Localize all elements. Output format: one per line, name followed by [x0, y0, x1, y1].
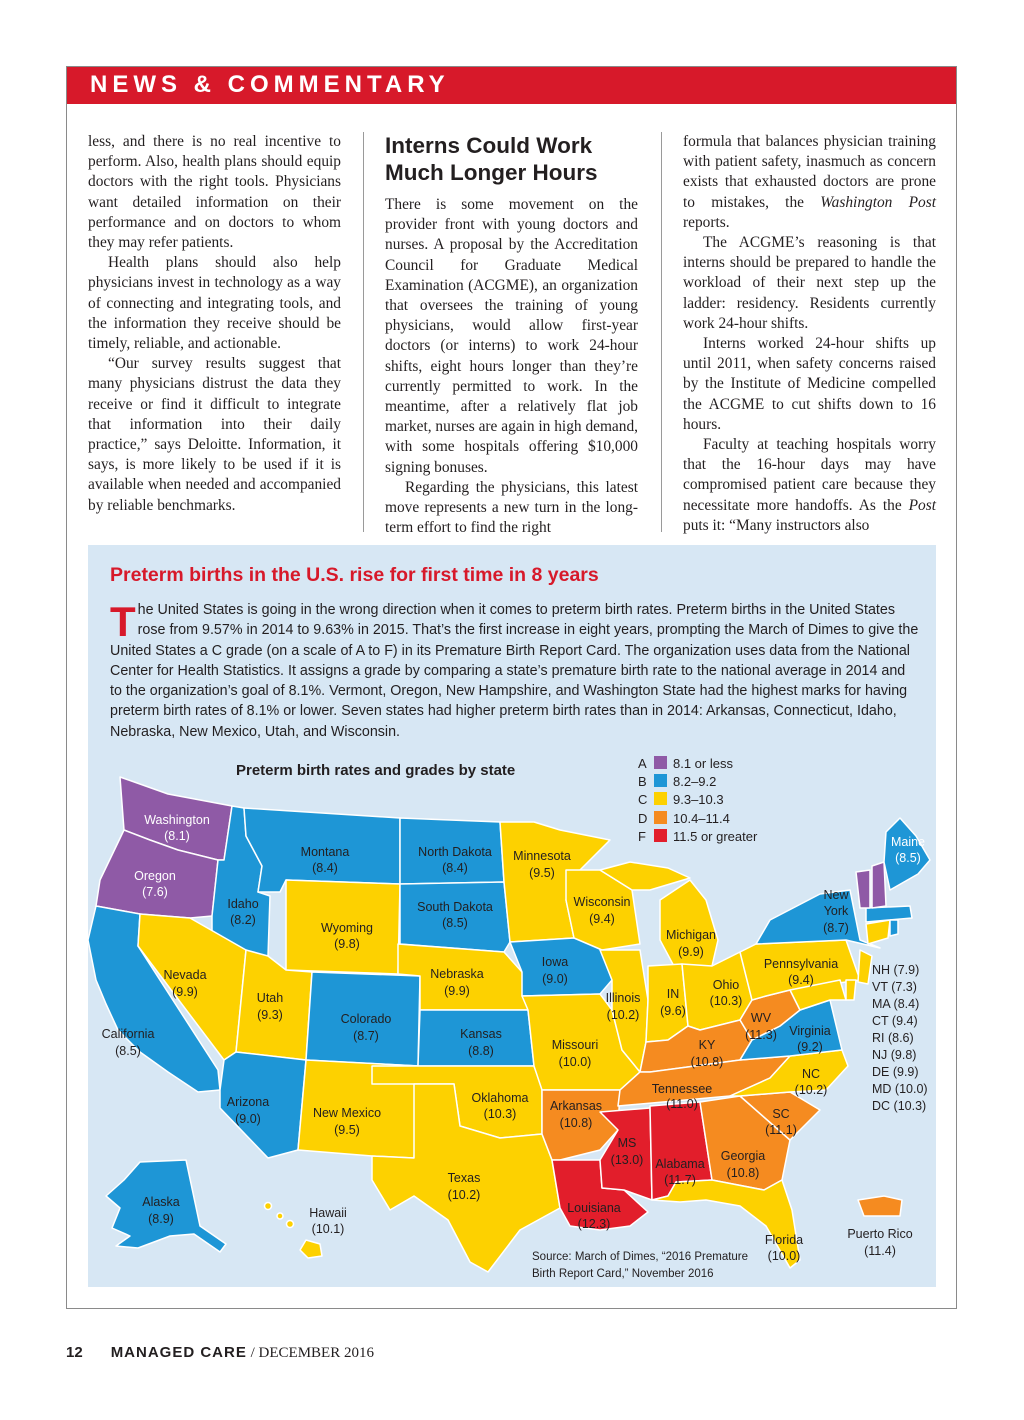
svg-text:Alabama: Alabama [655, 1157, 705, 1171]
svg-text:Idaho: Idaho [227, 897, 259, 911]
svg-text:(13.0): (13.0) [610, 1153, 644, 1167]
legend-range: 8.1 or less [673, 756, 733, 771]
svg-text:Utah: Utah [256, 991, 284, 1005]
svg-text:(10.3): (10.3) [483, 1107, 517, 1121]
col3-paragraph: The ACGME’s reasoning is that interns should be prepared to handle the workload of their next step up the ladder: residency. Residents currently work 24-hour shifts. [683, 234, 936, 332]
legend-grade: D [638, 811, 648, 826]
svg-text:(10.2): (10.2) [794, 1083, 828, 1097]
small-state: MA (8.4) [872, 997, 920, 1011]
col2-paragraph: There is some movement on the provider front with young doctors and nurses. A proposal by the Accreditation Council for Graduate Medical Examination (ACGME), an organization that oversees the training of young physicians, would allow first-year doctors (or interns) to work 24-hour shifts, eight hours longer than they’re currently permitted to work. In the meantime, after a relatively flat job market, nurses are again in high demand, with some hospitals offering $10,000 signing bonuses. [385, 196, 639, 476]
publication-name: Post [908, 496, 936, 514]
svg-text:(9.2): (9.2) [797, 1040, 823, 1054]
svg-text:(12.3): (12.3) [577, 1217, 611, 1231]
col1-paragraph: Health plans should also help physicians invest in technology as a way of connecting and integrating tools, and the information they receive should be timely, reliable, and actionable. [88, 254, 341, 353]
svg-text:(8.5): (8.5) [442, 916, 468, 930]
svg-text:North Dakota: North Dakota [418, 845, 492, 859]
svg-text:(10.2): (10.2) [606, 1008, 640, 1022]
map-title: Preterm birth rates and grades by state [236, 762, 516, 779]
svg-text:(10.1): (10.1) [311, 1222, 345, 1236]
state-label [823, 888, 849, 935]
publication-name: Washington Post [820, 193, 936, 211]
svg-text:(10.8): (10.8) [726, 1166, 760, 1180]
svg-text:Missouri: Missouri [551, 1038, 599, 1052]
infographic-body: The United States is going in the wrong direction when it comes to preterm birth rates. Preterm births in the United States rose from 9.57% in 2014 to 9.63% in 2015. That’s the first increase in eight years, prompting the March of Dimes to give the United States a C grade (on a scale of A to F) in its Premature Birth Report Card. The organization uses data from the National Center for Health Statistics. It assigns a grade by comparing a state’s premature birth rate to the national average in 2014 and to the organization’s goal of 8.1%. Vermont, Oregon, New Hampshire, and Washington State had the highest marks for having preterm birth rates of 8.1% or lower. Seven states had higher preterm birth rates than in 2014: Arkansas, Connecticut, Idaho, Nebraska, New Mexico, Utah, and Wisconsin. [110, 598, 919, 740]
small-state: DC (10.3) [872, 1099, 927, 1113]
svg-text:Nevada: Nevada [163, 968, 207, 982]
svg-text:(9.0): (9.0) [542, 972, 568, 986]
drop-cap: T [110, 598, 136, 645]
legend-grade: B [638, 774, 647, 789]
svg-text:(11.7): (11.7) [664, 1173, 696, 1187]
small-state: VT (7.3) [872, 980, 917, 994]
legend-grade: C [638, 792, 648, 807]
svg-text:New: New [823, 888, 849, 902]
svg-text:(9.3): (9.3) [257, 1008, 283, 1022]
svg-text:Tennessee: Tennessee [651, 1082, 713, 1096]
svg-text:Texas: Texas [447, 1171, 481, 1185]
legend-swatch [654, 829, 667, 842]
svg-text:(10.8): (10.8) [690, 1055, 724, 1069]
col3-paragraph: Interns worked 24-hour shifts up until 2011, when safety concerns raised by the Institute of Medicine compelled the ACGME to cut shifts down to 16 hours. [683, 335, 936, 433]
svg-text:(9.6): (9.6) [660, 1004, 686, 1018]
svg-text:Virginia: Virginia [789, 1024, 831, 1038]
state-hawaii [277, 1213, 283, 1219]
state-vermont [856, 870, 870, 908]
small-state: CT (9.4) [872, 1014, 918, 1028]
legend-swatch [654, 774, 667, 787]
svg-text:Hawaii: Hawaii [309, 1206, 347, 1220]
svg-text:Colorado: Colorado [340, 1012, 392, 1026]
svg-text:SC: SC [772, 1107, 790, 1121]
state-new-hampshire [872, 862, 886, 908]
svg-text:(10.0): (10.0) [558, 1055, 592, 1069]
svg-text:Montana: Montana [300, 845, 350, 859]
state-hawaii [265, 1203, 272, 1210]
small-states-list [872, 963, 928, 1113]
small-state: RI (8.6) [872, 1031, 914, 1045]
svg-text:(8.4): (8.4) [312, 861, 338, 875]
legend-range: 11.5 or greater [673, 829, 758, 844]
svg-text:(11.1): (11.1) [765, 1123, 797, 1137]
svg-text:(10.8): (10.8) [559, 1116, 593, 1130]
svg-text:Nebraska: Nebraska [430, 967, 484, 981]
svg-text:(8.4): (8.4) [442, 861, 468, 875]
map-source: Birth Report Card,” November 2016 [532, 1268, 714, 1280]
svg-text:(10.2): (10.2) [447, 1188, 481, 1202]
svg-text:(9.4): (9.4) [788, 973, 814, 987]
svg-text:IN: IN [666, 987, 680, 1001]
svg-text:(9.9): (9.9) [444, 984, 470, 998]
svg-text:Alaska: Alaska [142, 1195, 180, 1209]
svg-text:New Mexico: New Mexico [312, 1106, 382, 1120]
svg-text:WV: WV [750, 1011, 772, 1025]
col2-paragraph: Regarding the physicians, this latest move represents a new turn in the long-term effort to find the right [385, 478, 638, 537]
small-state: NJ (9.8) [872, 1048, 917, 1062]
svg-text:Puerto Rico: Puerto Rico [847, 1227, 913, 1241]
svg-text:Wyoming: Wyoming [321, 921, 373, 935]
legend-range: 8.2–9.2 [673, 774, 717, 789]
state-label [847, 1227, 912, 1258]
svg-text:Arkansas: Arkansas [549, 1099, 603, 1113]
state-rhode-island [890, 920, 898, 936]
svg-text:Georgia: Georgia [720, 1149, 766, 1163]
svg-text:(9.5): (9.5) [529, 866, 555, 880]
svg-text:(9.9): (9.9) [678, 945, 704, 959]
svg-text:Kansas: Kansas [460, 1027, 502, 1041]
svg-text:(8.8): (8.8) [468, 1044, 494, 1058]
state-label [309, 1206, 347, 1236]
legend-range: 9.3–10.3 [673, 792, 724, 807]
svg-text:(8.7): (8.7) [823, 921, 849, 935]
svg-text:NC: NC [801, 1067, 821, 1081]
svg-text:(9.0): (9.0) [235, 1112, 261, 1126]
legend-swatch [654, 792, 667, 805]
legend [638, 756, 758, 844]
svg-text:(8.9): (8.9) [148, 1212, 174, 1226]
page-footer [66, 1344, 374, 1362]
svg-text:(11.4): (11.4) [864, 1244, 896, 1258]
issue-date: / DECEMBER 2016 [246, 1345, 374, 1361]
svg-text:Wisconsin: Wisconsin [573, 895, 631, 909]
svg-text:South Dakota: South Dakota [417, 900, 493, 914]
legend-grade: A [638, 756, 647, 771]
svg-text:(9.8): (9.8) [334, 937, 360, 951]
col3-paragraph: Faculty at teaching hospitals worry that the 16-hour days may have compromised patient care because they necessitate more handoffs. As the Post puts it: “Many instructors also [683, 436, 936, 534]
legend-range: 10.4–11.4 [673, 811, 730, 826]
svg-text:(10.3): (10.3) [709, 994, 743, 1008]
state-delaware [846, 980, 856, 1000]
svg-text:Arizona: Arizona [226, 1095, 270, 1109]
col1-paragraph: less, and there is no real incentive to perform. Also, health plans should equip doctors with the right tools. Physicians want detailed information on their performance and on doctors to whom they may refer patients. [88, 133, 341, 252]
svg-text:(10.0): (10.0) [767, 1249, 801, 1263]
small-state: DE (9.9) [872, 1065, 919, 1079]
svg-text:(7.6): (7.6) [142, 885, 168, 899]
col1-paragraph: “Our survey results suggest that many physicians distrust the data they receive or find it difficult to integrate that information into their daily practice,” says Deloitte. Information, it says, is more likely to be used if it is available when needed and accompanied by reliable benchmarks. [88, 355, 341, 514]
svg-text:Ohio: Ohio [712, 978, 740, 992]
svg-text:Louisiana: Louisiana [567, 1201, 621, 1215]
state-hawaii [300, 1240, 322, 1258]
svg-text:KY: KY [698, 1038, 716, 1052]
legend-swatch [654, 756, 667, 769]
infographic-title: Preterm births in the U.S. rise for first time in 8 years [110, 564, 599, 586]
legend-swatch [654, 811, 667, 824]
svg-text:(11.3): (11.3) [745, 1028, 777, 1042]
small-state: MD (10.0) [872, 1082, 928, 1096]
svg-text:(8.5): (8.5) [895, 851, 921, 865]
svg-text:Oklahoma: Oklahoma [471, 1091, 529, 1105]
magazine-name: MANAGED CARE [110, 1344, 247, 1361]
svg-text:California: California [101, 1027, 155, 1041]
state-puerto-rico [858, 1196, 902, 1216]
svg-text:(9.9): (9.9) [172, 985, 198, 999]
svg-text:Washington: Washington [144, 813, 210, 827]
svg-text:Pennsylvania: Pennsylvania [763, 957, 839, 971]
svg-text:(9.4): (9.4) [589, 912, 615, 926]
page-number: 12 [66, 1344, 83, 1361]
article-headline: Interns Could Work Much Longer Hours [385, 133, 598, 185]
svg-text:(8.7): (8.7) [353, 1029, 379, 1043]
section-label: NEWS & COMMENTARY [90, 71, 450, 98]
state-connecticut [866, 920, 890, 944]
svg-text:York: York [823, 904, 849, 918]
svg-text:Maine: Maine [890, 835, 926, 849]
svg-text:Iowa: Iowa [541, 955, 569, 969]
small-state: NH (7.9) [872, 963, 920, 977]
svg-text:MS: MS [617, 1136, 637, 1150]
state-hawaii [287, 1221, 294, 1228]
legend-grade: F [638, 829, 646, 844]
svg-text:Michigan: Michigan [665, 928, 717, 942]
svg-text:Minnesota: Minnesota [513, 849, 571, 863]
col3-paragraph: formula that balances physician training with patient safety, inasmuch as concern exists that exhausted doctors are prone to mistakes, the Washington Post reports. [683, 133, 936, 231]
svg-text:Illinois: Illinois [605, 991, 641, 1005]
svg-text:Oregon: Oregon [134, 869, 176, 883]
svg-text:(8.2): (8.2) [230, 913, 256, 927]
map-source: Source: March of Dimes, “2016 Premature [532, 1251, 749, 1263]
svg-text:(8.1): (8.1) [164, 829, 190, 843]
svg-text:(9.5): (9.5) [334, 1123, 360, 1137]
svg-text:Florida: Florida [764, 1233, 804, 1247]
svg-text:(11.0): (11.0) [666, 1097, 698, 1111]
state-new-jersey [858, 950, 872, 984]
svg-text:(8.5): (8.5) [115, 1044, 141, 1058]
